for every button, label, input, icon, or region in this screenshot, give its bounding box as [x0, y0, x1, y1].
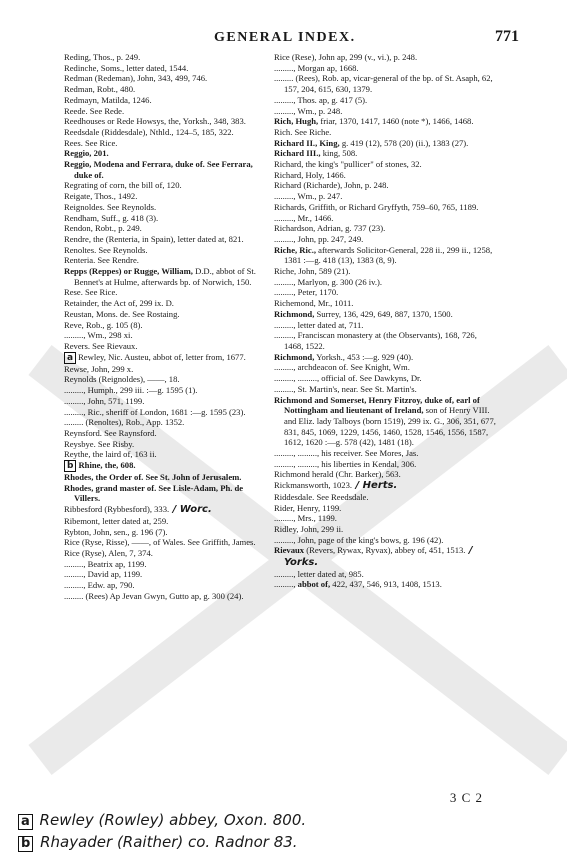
- index-entry: [274, 459, 496, 470]
- entry-text: Rhodes, grand master of. See Lisle-Adam, Ph. de Villers.: [64, 482, 244, 504]
- index-entry: [64, 364, 270, 375]
- handwritten-annotation: / Herts.: [352, 480, 398, 492]
- index-entry: [274, 191, 496, 202]
- index-entry: [64, 396, 270, 407]
- index-entry: [64, 63, 270, 74]
- index-entry: [64, 385, 270, 396]
- handwritten-notes: [18, 810, 558, 854]
- index-entry: [274, 180, 496, 191]
- handwritten-annotation: / Worc.: [169, 504, 212, 516]
- entry-text: Richard, Holy, 1466.: [274, 169, 346, 180]
- entry-text: Richard, the king's "pullicer" of stones, 32.: [274, 159, 422, 170]
- index-entry: [64, 407, 270, 418]
- entry-text: Ridley, John, 299 ii.: [274, 523, 344, 534]
- index-entry: [64, 330, 270, 341]
- entry-text: ........., Mrs., 1199.: [274, 513, 337, 524]
- entry-text: Rendham, Suff., g. 418 (3).: [64, 212, 159, 223]
- entry-text: Reve, Rob., g. 105 (8).: [64, 319, 143, 330]
- index-entry: [274, 245, 496, 266]
- index-entry: [274, 234, 496, 245]
- index-entry: [64, 309, 270, 320]
- entry-text: ........., Edw. ap, 790.: [64, 580, 135, 591]
- entry-text: Reggio, 201.: [64, 148, 109, 159]
- index-entry: [64, 472, 270, 483]
- index-entry: [64, 341, 270, 352]
- entry-text: Riche, John, 589 (21).: [274, 266, 351, 277]
- handwritten-annotation: / Yorks.: [284, 545, 473, 569]
- entry-text: Reedhouses or Rede Howsys, the, Yorksh., 348, 383.: [64, 116, 246, 127]
- entry-text: Reysbye. See Risby.: [64, 438, 135, 449]
- entry-text: Redman (Redeman), John, 343, 499, 746.: [64, 73, 208, 84]
- entry-text: ........., ........., official of. See Dawkyns, Dr.: [274, 373, 422, 384]
- index-entry: [64, 320, 270, 331]
- index-entry: [64, 191, 270, 202]
- index-entry: [274, 513, 496, 524]
- entry-text: Richards, Griffith, or Richard Gryffyth, 759–60, 765, 1189.: [274, 201, 479, 212]
- index-entry: [274, 63, 496, 74]
- index-entry: [64, 95, 270, 106]
- entry-text: ........., John, pp. 247, 249.: [274, 233, 364, 244]
- index-entry: [64, 180, 270, 191]
- entry-text: Richard III., king, 508.: [274, 148, 358, 159]
- index-entry: [274, 535, 496, 546]
- entry-text: Revers. See Rievaux.: [64, 340, 138, 351]
- index-entry: [64, 559, 270, 570]
- entry-text: Rickmansworth, 1023.: [274, 480, 353, 491]
- entry-text: Redmayn, Matilda, 1246.: [64, 94, 152, 105]
- entry-text: ........., Peter, 1170.: [274, 287, 339, 298]
- entry-text: Richmond, Yorksh., 453 :—g. 929 (40).: [274, 351, 414, 362]
- entry-text: ........., Marlyon, g. 300 (26 iv.).: [274, 276, 383, 287]
- index-entry: [274, 309, 496, 320]
- index-entry: [64, 202, 270, 213]
- index-entry: [274, 287, 496, 298]
- entry-text: ........., Morgan ap, 1668.: [274, 62, 359, 73]
- entry-text: Reede. See Rede.: [64, 105, 125, 116]
- index-entry: [64, 298, 270, 309]
- index-entry: [274, 73, 496, 94]
- entry-text: Rhine, the, 608.: [78, 460, 136, 471]
- entry-text: Reignoldes. See Reynolds.: [64, 201, 157, 212]
- entry-text: Richardson, Adrian, g. 737 (23).: [274, 223, 386, 234]
- note-marker: b: [18, 836, 33, 852]
- entry-text: Rendon, Robt., p. 249.: [64, 223, 142, 234]
- index-entry: [64, 234, 270, 245]
- index-entry: [274, 492, 496, 503]
- entry-text: Riddesdale. See Reedsdale.: [274, 491, 369, 502]
- index-entry: [64, 159, 270, 180]
- index-entry: [274, 148, 496, 159]
- index-entry: [274, 579, 496, 590]
- index-entry: [64, 591, 270, 602]
- index-entry: [64, 148, 270, 159]
- index-entry: [274, 116, 496, 127]
- index-entry: [64, 374, 270, 385]
- index-entry: [274, 298, 496, 309]
- index-entry: [274, 330, 496, 351]
- page-number: 771: [495, 28, 519, 45]
- index-entry: [64, 516, 270, 527]
- index-entry: [64, 537, 270, 548]
- index-entry: [274, 223, 496, 234]
- entry-text: ........., Humph., 299 iii. :—g. 1595 (1).: [64, 385, 198, 396]
- index-entry: [64, 106, 270, 117]
- index-entry: [64, 483, 270, 504]
- entry-text: Rewse, John, 299 x.: [64, 363, 134, 374]
- handwritten-note: [18, 810, 558, 830]
- index-entry: [274, 170, 496, 181]
- entry-text: Rees. See Rice.: [64, 137, 118, 148]
- index-entry: [64, 255, 270, 266]
- index-entry: [274, 373, 496, 384]
- note-text: Rhayader (Raither) co. Radnor 83.: [35, 833, 298, 851]
- index-entry: [274, 545, 496, 568]
- entry-text: ........., Franciscan monastery at (the Observants), 168, 726, 1468, 1522.: [274, 330, 477, 351]
- index-entry: [274, 266, 496, 277]
- entry-text: Renteria. See Rendre.: [64, 255, 139, 266]
- index-entry: [64, 116, 270, 127]
- entry-text: ........., Mr., 1466.: [274, 212, 334, 223]
- entry-text: Richmond, Surrey, 136, 429, 649, 887, 1370, 1500.: [274, 308, 453, 319]
- note-marker: b: [64, 460, 76, 472]
- index-entry: [274, 320, 496, 331]
- entry-text: Rider, Henry, 1199.: [274, 502, 342, 513]
- entry-text: Rich. See Riche.: [274, 126, 332, 137]
- entry-text: ......... (Rees) Ap Jevan Gwyn, Gutto ap, g. 300 (24).: [64, 590, 244, 601]
- index-entry: [274, 503, 496, 514]
- entry-text: Redman, Robt., 480.: [64, 84, 136, 95]
- entry-text: Richard (Richarde), John, p. 248.: [274, 180, 389, 191]
- index-entry: [274, 52, 496, 63]
- entry-text: Reigate, Thos., 1492.: [64, 191, 138, 202]
- entry-text: Reynolds (Reignoldes), ——, 18.: [64, 374, 180, 385]
- entry-text: ......... (Rees), Rob. ap, vicar-general of the bp. of St. Asaph, 62, 157, 204, 615, 630, 1379.: [274, 73, 493, 95]
- index-entry: [64, 73, 270, 84]
- entry-text: ........., Wm., p. 248.: [274, 105, 343, 116]
- index-entry: [64, 417, 270, 428]
- entry-text: Reedsdale (Riddesdale), Nthld., 124–5, 185, 322.: [64, 126, 234, 137]
- index-entry: [64, 245, 270, 256]
- entry-text: Reding, Thos., p. 249.: [64, 52, 141, 62]
- entry-text: Reynsford. See Raynsford.: [64, 427, 157, 438]
- entry-text: ........., ........., his liberties in Kendal, 306.: [274, 458, 417, 469]
- index-entry: [64, 138, 270, 149]
- index-entry: [64, 449, 270, 460]
- entry-text: Renoltes. See Reynolds.: [64, 244, 148, 255]
- index-entry: [274, 202, 496, 213]
- index-entry: [64, 504, 270, 516]
- entry-text: ........., Beatrix ap, 1199.: [64, 558, 147, 569]
- entry-text: Ribemont, letter dated at, 259.: [64, 515, 169, 526]
- index-entry: [64, 127, 270, 138]
- index-entry: [64, 287, 270, 298]
- index-entry: [64, 548, 270, 559]
- entry-text: ........., Ric., sheriff of London, 1681 :—g. 1595 (23).: [64, 406, 246, 417]
- entry-text: Rewley, Nic. Austeu, abbot of, letter from, 1677.: [78, 351, 246, 362]
- entry-text: ........., ........., his receiver. See Mores, Jas.: [274, 448, 419, 459]
- entry-text: ......... (Renoltes), Rob., App. 1352.: [64, 417, 185, 428]
- entry-text: ........., Thos. ap, g. 417 (5).: [274, 94, 368, 105]
- page-title: GENERAL INDEX.: [214, 30, 356, 45]
- entry-text: ........., abbot of, 422, 437, 546, 913, 1408, 1513.: [274, 579, 442, 590]
- entry-text: Rice (Ryse), Alen, 7, 374.: [64, 547, 153, 558]
- index-entry: [274, 138, 496, 149]
- index-entry: [274, 569, 496, 580]
- index-column-right: [274, 52, 496, 590]
- entry-text: ........., Wm., 298 xi.: [64, 330, 133, 341]
- index-entry: [274, 469, 496, 480]
- entry-text: ........., Wm., p. 247.: [274, 191, 343, 202]
- entry-text: Rice (Ryse, Risse), ——, of Wales. See Griffith, James.: [64, 537, 256, 548]
- entry-text: ........., David ap, 1199.: [64, 569, 143, 580]
- handwritten-note: [18, 832, 558, 852]
- signature-mark: 3 C 2: [449, 790, 483, 805]
- index-entry: [274, 159, 496, 170]
- index-entry: [64, 352, 270, 364]
- entry-text: ........., letter dated at, 711.: [274, 319, 364, 330]
- entry-text: Rendre, the (Renteria, in Spain), letter dated at, 821.: [64, 233, 244, 244]
- entry-text: Richard II., King, g. 419 (12), 578 (20) (ii.), 1383 (27).: [274, 137, 469, 148]
- index-entry: [274, 352, 496, 363]
- entry-text: ........., archdeacon of. See Knight, Wm.: [274, 362, 410, 373]
- entry-text: Rybton, John, sen., g. 196 (7).: [64, 526, 168, 537]
- entry-text: Reythe, the laird of, 163 ii.: [64, 449, 157, 460]
- entry-text: Regrating of corn, the bill of, 120.: [64, 180, 182, 191]
- index-entry: [64, 527, 270, 538]
- entry-text: Riche, Ric., afterwards Solicitor-General, 228 ii., 299 ii., 1258, 1381 :—g. 418 (13), 1383 (8, 9).: [274, 244, 493, 266]
- note-text: Rewley (Rowley) abbey, Oxon. 800.: [34, 811, 307, 829]
- index-entry: [274, 213, 496, 224]
- entry-text: Richemond, Mr., 1011.: [274, 298, 354, 309]
- index-entry: [274, 127, 496, 138]
- entry-text: Reggio, Modena and Ferrara, duke of. See Ferrara, duke of.: [64, 159, 253, 180]
- index-entry: [64, 52, 270, 63]
- index-entry: [274, 524, 496, 535]
- entry-text: Richmond herald (Chr. Barker), 563.: [274, 469, 401, 480]
- index-entry: [64, 460, 270, 472]
- index-entry: [274, 384, 496, 395]
- index-entry: [274, 277, 496, 288]
- entry-text: Ribbesford (Rybbesford), 333.: [64, 504, 170, 515]
- entry-text: Retainder, the Act of, 299 ix. D.: [64, 298, 174, 309]
- index-entry: [274, 480, 496, 492]
- index-entry: [64, 580, 270, 591]
- index-entry: [64, 84, 270, 95]
- index-entry: [274, 448, 496, 459]
- index-entry: [64, 213, 270, 224]
- note-marker: a: [64, 352, 76, 364]
- page-header: [64, 30, 519, 48]
- entry-text: Repps (Reppes) or Rugge, William, D.D., abbot of St. Bennet's at Hulme, afterwards bp. of Norwich, 150.: [64, 266, 256, 287]
- entry-text: ........., John, page of the king's bows, g. 196 (42).: [274, 534, 444, 545]
- entry-text: Redinche, Soms., letter dated, 1544.: [64, 62, 189, 73]
- note-marker: a: [18, 814, 33, 830]
- entry-text: Rich, Hugh, friar, 1370, 1417, 1460 (note *), 1466, 1468.: [274, 116, 474, 127]
- index-entry: [64, 266, 270, 287]
- index-entry: [64, 569, 270, 580]
- entry-text: Rice (Rese), John ap, 299 (v., vi.), p. 248.: [274, 52, 418, 62]
- entry-text: Rievaux (Revers, Rywax, Ryvax), abbey of, 451, 1513.: [274, 545, 466, 556]
- index-entry: [274, 395, 496, 449]
- entry-text: Richmond and Somerset, Henry Fitzroy, duke of, earl of Nottingham and lieutenant of Ireland, son of Henry VIII. and Eliz. lady Talboys (born 1519), 299 ix. G., 306, 351, 677, 831, 845, 1069, 1229, 1456, 1460, 1528, 1546, 1556, 1587, 1612, 1620 :—g. 578 (42), 1481 (18).: [274, 394, 496, 448]
- entry-text: Reustan, Mons. de. See Rostaing.: [64, 308, 180, 319]
- index-entry: [274, 95, 496, 106]
- index-column-left: [64, 52, 270, 601]
- index-entry: [274, 362, 496, 373]
- entry-text: ........., letter dated at, 985.: [274, 568, 364, 579]
- entry-text: ........., John, 571, 1199.: [64, 395, 145, 406]
- index-entry: [274, 106, 496, 117]
- entry-text: ........., St. Martin's, near. See St. Martin's.: [274, 383, 417, 394]
- index-entry: [64, 439, 270, 450]
- index-entry: [64, 428, 270, 439]
- entry-text: Rhodes, the Order of. See St. John of Jerusalem.: [64, 472, 242, 483]
- index-entry: [64, 223, 270, 234]
- entry-text: Rese. See Rice.: [64, 287, 118, 298]
